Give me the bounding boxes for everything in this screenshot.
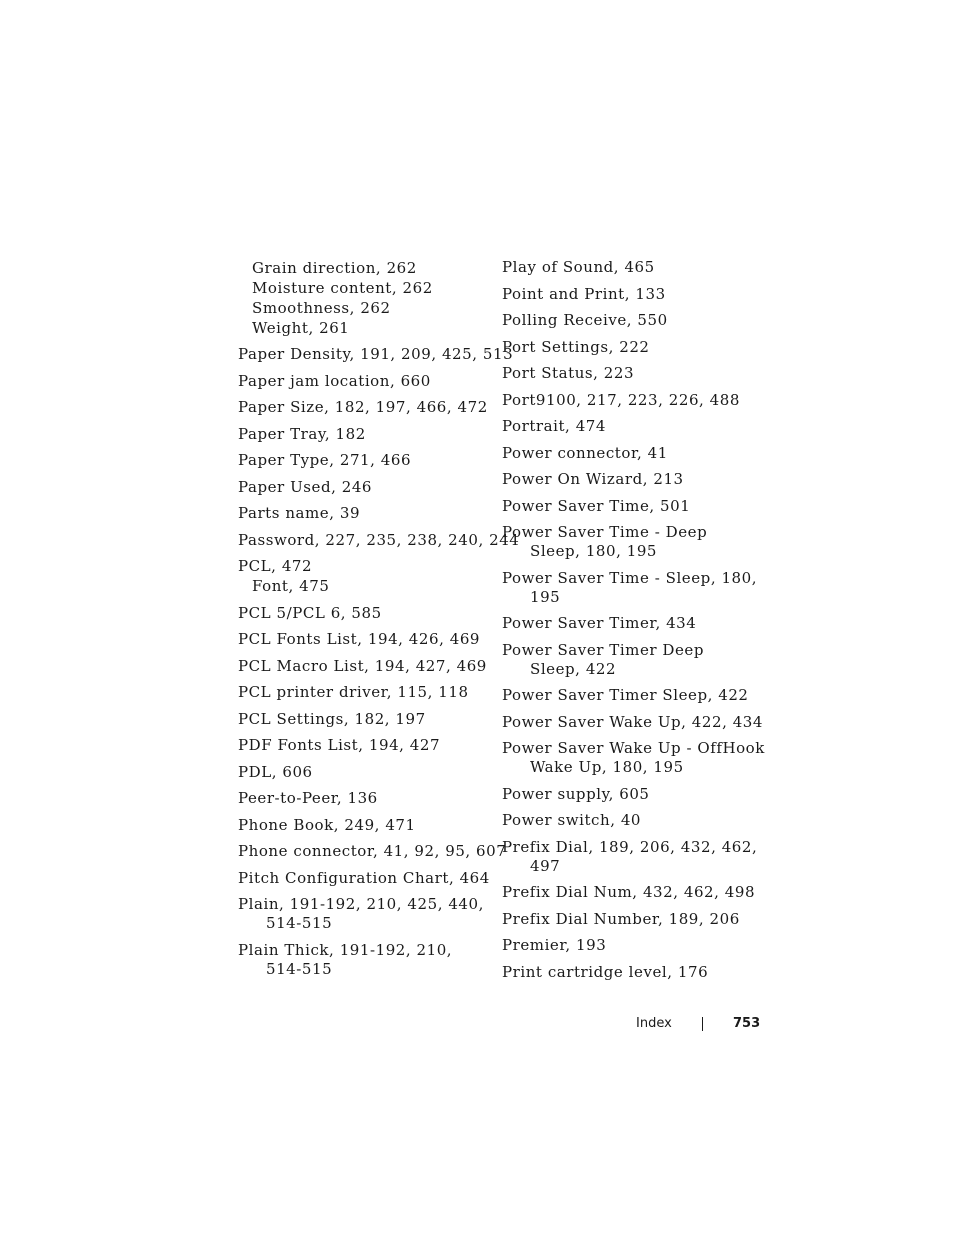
index-entry <box>238 372 488 391</box>
index-term: Password, 227, 235, 238, 240, 244 <box>238 530 520 549</box>
index-entry <box>502 470 752 489</box>
index-term: Paper Density, 191, 209, 425, 513 <box>238 345 514 363</box>
index-term: Port Settings, 222 <box>502 337 650 356</box>
index-entry <box>238 557 488 596</box>
index-term: Premier, 193 <box>502 936 607 954</box>
index-entry <box>238 683 488 702</box>
index-term: Paper Tray, 182 <box>238 424 366 443</box>
index-term: PDF Fonts List, 194, 427 <box>238 736 441 754</box>
index-entry <box>502 338 752 357</box>
index-entry <box>502 364 752 383</box>
index-column-right <box>502 258 765 989</box>
index-entry <box>238 425 488 444</box>
index-term: Power Saver Timer Deep <box>502 640 705 659</box>
index-entry <box>238 842 507 861</box>
index-term: Port Status, 223 <box>502 364 635 382</box>
index-term: Print cartridge level, 176 <box>502 962 709 981</box>
index-term: Point and Print, 133 <box>502 284 666 303</box>
index-term: PCL Macro List, 194, 427, 469 <box>238 656 487 675</box>
index-entry <box>238 345 514 364</box>
index-term: Power Saver Time, 501 <box>502 496 691 515</box>
index-term: Power On Wizard, 213 <box>502 470 684 488</box>
index-term: Prefix Dial Number, 189, 206 <box>502 909 740 928</box>
index-term-continuation: 195 <box>530 587 561 606</box>
index-term: Paper Type, 271, 466 <box>238 451 412 469</box>
index-term: Power Saver Time - Deep <box>502 523 708 541</box>
index-term-continuation: 514-515 <box>266 914 333 932</box>
index-entry <box>238 398 488 417</box>
index-term: Plain, 191-192, 210, 425, 440, <box>238 895 484 913</box>
index-entry <box>502 568 758 607</box>
index-term-continuation: 497 <box>530 856 561 875</box>
index-entry <box>238 630 488 649</box>
index-subentry: Font, 475 <box>252 577 330 595</box>
index-term: Prefix Dial Num, 432, 462, 498 <box>502 883 756 901</box>
index-term: Power connector, 41 <box>502 443 668 462</box>
index-entry <box>502 936 752 955</box>
index-term: Paper Size, 182, 197, 466, 472 <box>238 398 488 416</box>
index-entry <box>238 478 488 497</box>
index-term: Power supply, 605 <box>502 784 650 803</box>
index-entry <box>502 417 752 436</box>
index-entry <box>238 710 488 729</box>
index-entry <box>502 444 752 463</box>
index-term-continuation: Sleep, 422 <box>530 659 617 678</box>
index-entry <box>502 614 752 633</box>
index-term: PCL, 472 <box>238 557 313 575</box>
index-term: Power Saver Timer Sleep, 422 <box>502 686 749 704</box>
index-entry <box>502 641 752 679</box>
index-entry <box>502 837 758 876</box>
index-entry <box>238 895 488 933</box>
index-term: Power Saver Wake Up, 422, 434 <box>502 712 763 731</box>
index-entry <box>502 811 752 830</box>
index-term: Portrait, 474 <box>502 417 606 435</box>
index-term: Parts name, 39 <box>238 504 361 522</box>
index-term-continuation: Wake Up, 180, 195 <box>530 758 684 776</box>
index-term-continuation: 514-515 <box>266 959 333 978</box>
index-entry <box>238 941 488 979</box>
index-term: Power switch, 40 <box>502 811 642 829</box>
index-term: PDL, 606 <box>238 762 313 781</box>
index-entry <box>502 739 765 777</box>
index-entry <box>238 789 488 808</box>
index-term: PCL printer driver, 115, 118 <box>238 683 469 701</box>
index-subentry: Weight, 261 <box>252 319 350 337</box>
page-number: 753 <box>733 1016 761 1031</box>
index-entry <box>502 963 752 982</box>
index-term: Phone connector, 41, 92, 95, 607 <box>238 842 507 860</box>
index-term: Phone Book, 249, 471 <box>238 815 416 834</box>
index-term: Power Saver Time - Sleep, 180, <box>502 568 758 587</box>
index-entry <box>238 258 488 338</box>
index-term: PCL 5/PCL 6, 585 <box>238 603 382 622</box>
index-entry <box>502 686 752 705</box>
index-entry <box>238 763 488 782</box>
index-entry <box>502 883 756 902</box>
index-entry <box>502 258 752 277</box>
index-subentry: Grain direction, 262 <box>252 259 417 277</box>
index-entry <box>238 657 488 676</box>
index-term: PCL Settings, 182, 197 <box>238 709 426 728</box>
index-term: PCL Fonts List, 194, 426, 469 <box>238 630 481 648</box>
index-entry <box>502 391 752 410</box>
index-entry <box>502 910 752 929</box>
index-term: Polling Receive, 550 <box>502 311 668 329</box>
index-term: Power Saver Wake Up - OffHook <box>502 739 765 757</box>
index-entry <box>502 523 752 561</box>
footer-separator <box>702 1017 703 1031</box>
index-term-continuation: Sleep, 180, 195 <box>530 542 658 560</box>
index-term: Peer-to-Peer, 136 <box>238 789 378 807</box>
index-entry <box>238 869 488 888</box>
index-entry <box>502 497 752 516</box>
index-term: Play of Sound, 465 <box>502 258 655 276</box>
index-term: Pitch Configuration Chart, 464 <box>238 868 490 887</box>
index-term: Prefix Dial, 189, 206, 432, 462, <box>502 837 758 856</box>
index-entry <box>238 816 488 835</box>
index-term: Paper Used, 246 <box>238 477 373 496</box>
index-term: Port9100, 217, 223, 226, 488 <box>502 390 740 409</box>
index-column-left <box>238 258 520 986</box>
index-subentry: Moisture content, 262 <box>252 279 433 297</box>
index-entry <box>238 504 488 523</box>
index-entry <box>502 785 752 804</box>
index-entry <box>238 604 488 623</box>
index-entry <box>502 285 752 304</box>
index-entry <box>238 736 488 755</box>
index-entry <box>502 311 752 330</box>
index-entry <box>502 712 763 732</box>
index-term: Paper jam location, 660 <box>238 371 431 390</box>
footer-section-label: Index <box>636 1016 672 1031</box>
index-entry <box>238 530 520 550</box>
index-term: Plain Thick, 191-192, 210, <box>238 940 453 959</box>
index-entry <box>238 451 488 470</box>
index-subentry: Smoothness, 262 <box>252 299 391 317</box>
index-term: Power Saver Timer, 434 <box>502 614 697 632</box>
